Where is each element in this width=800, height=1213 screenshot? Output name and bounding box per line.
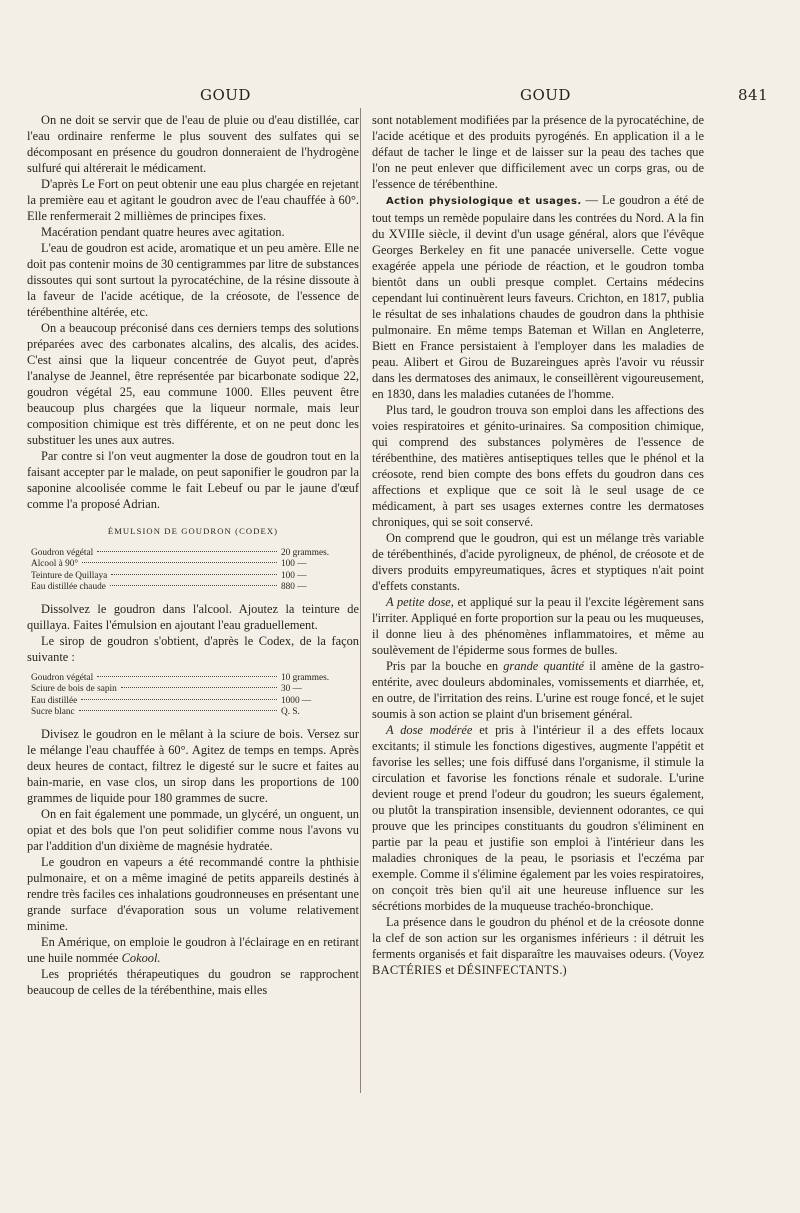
ingredient-name: Teinture de Quillaya (31, 570, 108, 581)
text-run: et (442, 963, 458, 977)
paragraph: On a beaucoup préconisé dans ces derniers temps des solutions préparées avec des carbonates alcalins, des alcalis, des acides. C'est ainsi que la liqueur concentrée de Guyot peut, d'après l'analyse de Jeannel, être représentée par bicarbonate sodique 22, goudron végétal 25, eau commune 1000. Elles peuvent être beaucoup plus chargées que la liqueur normale, mais leur composition chimique est très différente, et on ne peut donc les substituer les unes aux autres. (27, 321, 359, 447)
recipe-row (27, 582, 359, 593)
recipe-row (27, 571, 359, 582)
recipe-row (27, 559, 359, 570)
ingredient-qty: 1000 — (281, 695, 312, 706)
paragraph: Par contre si l'on veut augmenter la dose de goudron tout en la faisant accepter par le malade, on peut saponifier le goudron par la saponine alcoolisée comme le fait Lebeuf ou par le jaune d'œuf comme l'a proposé Adrian. (27, 449, 359, 511)
paragraph (27, 934, 359, 966)
ingredient-name: Goudron végétal (31, 548, 94, 558)
dot-leader (81, 699, 277, 700)
recipe-title: ÉMULSION DE GOUDRON (CODEX) (107, 526, 279, 536)
paragraph: Divisez le goudron en le mêlant à la sciure de bois. Versez sur le mélange l'eau chauffée à 60°. Agitez de temps en temps. Après deux heures de contact, filtrez le digesté sur le sucre et faites au bain-marie, en vase clos, un sirop dans les proportions de 100 grammes de liquide pour 180 grammes de sucre. (27, 727, 359, 806)
right-column (372, 112, 704, 978)
text-run: il amène de la gastro-entérite, avec douleurs abdominales, vomissements et diarrhée, et, en outre, de l'irritation des reins. L'urine est rouge foncé, et le sujet soumis à son action se plaint d'un brisement général. (372, 659, 705, 721)
text-run: En Amérique, on emploie le goudron à l'éclairage en en retirant une huile nommée (27, 935, 359, 966)
column-divider (360, 108, 361, 1093)
ingredient-name: Sucre blanc (31, 707, 75, 718)
ingredient-name: Eau distillée (31, 695, 78, 706)
page-number: 841 (738, 86, 769, 104)
paragraph: Dissolvez le goudron dans l'alcool. Ajoutez la teinture de quillaya. Faites l'émulsion en ajoutant l'eau graduellement. (27, 602, 359, 633)
paragraph: Macération pendant quatre heures avec agitation. (41, 225, 285, 239)
text-run: La présence dans le goudron du phénol et de la créosote donne la clef de son action sur les organismes inférieurs : il détruit les ferments organisés et fait disparaître les mauvaises odeurs. (Voyez (372, 915, 704, 961)
italic-term: Cokool. (121, 951, 161, 966)
recipe-row (27, 673, 359, 684)
cross-reference: DÉSINFECTANTS (457, 963, 560, 977)
paragraph (372, 192, 704, 402)
text-run: Pris par la bouche en (386, 659, 504, 673)
text-run: .) (559, 963, 567, 977)
ingredient-name: Goudron végétal (31, 673, 94, 684)
text-run: et pris à l'intérieur il a des effets locaux excitants; il stimule les fonctions digestives, augmente l'appétit et favorise les selles; une fois diffusé dans l'organisme, il stimule la circulation et favorise les fonctions rénale et sudorale. L'urine devient rouge et prend l'odeur du goudron; les sueurs également, ou plutôt la transpiration insensible, deviennent odorantes, ce qui prouve que les principes constituants du goudron s'éliminent en partie par la peau et justifie son emploi à l'intérieur dans les maladies chroniques de la peau, le psoriasis et l'eczéma par exemple. Comme il s'élimine également par les voies respiratoires, on conçoit très bien qu'il ait une heureuse influence sur les sécrétions morbides de la muqueuse trachéo-bronchique. (372, 723, 704, 913)
ingredient-name: Sciure de bois de sapin (31, 684, 117, 695)
paragraph: On ne doit se servir que de l'eau de pluie ou d'eau distillée, car l'eau ordinaire renferme le plus souvent des sulfates qui se décomposant en présence du goudron donneraient de l'hydrogène sulfuré qui altérerait le médicament. (27, 113, 359, 175)
paragraph: Le goudron en vapeurs a été recommandé contre la phthisie pulmonaire, et on a même imaginé de petits appareils destinés à rendre très faciles ces inhalations goudronneuses en présentant une grande surface d'évaporation sous un volume relativement minime. (27, 855, 359, 934)
recipe-row (27, 548, 359, 559)
ingredient-name: Alcool à 90° (31, 559, 79, 570)
recipe-row (27, 707, 359, 718)
paragraph: On en fait également une pommade, un glycéré, un onguent, un opiat et des bols que l'on peut solidifier comme nous l'avons vu par l'addition d'un dixième de magnésie hydratée. (27, 807, 359, 854)
italic-term: A dose modérée (386, 723, 473, 737)
ingredient-qty: 100 — (281, 559, 307, 570)
paragraph (372, 914, 704, 978)
recipe-row (27, 684, 359, 695)
recipe-syrup (27, 673, 359, 718)
left-column (27, 112, 359, 998)
italic-term: A petite dose, (386, 595, 454, 609)
running-head-right: GOUD (520, 86, 571, 104)
recipe-emulsion (27, 548, 359, 593)
paragraph: Les propriétés thérapeutiques du goudron se rapprochent beaucoup de celles de la térébenthine, mais elles (27, 967, 359, 998)
ingredient-qty: 30 — (281, 684, 302, 695)
paragraph (372, 594, 704, 658)
dot-leader (121, 687, 277, 688)
text-run: et appliqué sur la peau il l'excite légèrement sans l'irriter. Appliqué en forte proportion sur la peau ou les muqueuses, il donne lieu à des phénomènes inflammatoires, et même au soulèvement de l'épiderme sous formes de bulles. (372, 595, 704, 657)
section-heading: Action physiologique et usages. (386, 196, 582, 207)
italic-term: grande quantité (503, 659, 585, 673)
paragraph (372, 658, 704, 722)
paragraph: On comprend que le goudron, qui est un mélange très variable de térébenthinés, d'acide pyroligneux, de phénol, de créosote et de divers produits empyreumatiques, âcres et styptiques n'ait point d'effets constants. (372, 531, 704, 593)
ingredient-qty: 100 — (281, 570, 307, 581)
recipe-row (27, 696, 359, 707)
running-head-left: GOUD (200, 86, 251, 104)
ingredient-qty: 10 grammes. (281, 673, 330, 684)
dot-leader (82, 562, 277, 563)
paragraph: L'eau de goudron est acide, aromatique et un peu amère. Elle ne doit pas contenir moins de 30 centigrammes par litre de substances dissoutes qui sont surtout la pyrocatéchine, de la résine dissoute à la faveur de l'acide acétique, de la créosote, de l'essence de térébenthine altérée, etc. (27, 241, 359, 319)
cross-reference: BACTÉRIES (372, 963, 443, 977)
paragraph: D'après Le Fort on peut obtenir une eau plus chargée en rejetant la première eau et agitant le goudron avec de l'eau chauffée à 60°. Elle renfermerait 2 millièmes de principes fixes. (27, 177, 359, 223)
ingredient-qty: Q. S. (281, 707, 300, 718)
dot-leader (111, 574, 277, 575)
dot-leader (79, 710, 277, 711)
dot-leader (97, 676, 277, 677)
paragraph: sont notablement modifiées par la présence de la pyrocatéchine, de l'acide acétique et des produits pyrogénés. En application il a le défaut de tacher le linge et de laisser sur la peau des taches que l'on ne peut enlever que difficilement avec un corps gras, ou de l'essence de térébenthine. (372, 113, 704, 191)
dot-leader (110, 585, 277, 586)
ingredient-qty: 880 — (281, 581, 307, 592)
paragraph (372, 722, 704, 914)
paragraph: Plus tard, le goudron trouva son emploi dans les affections des voies respiratoires et génito-urinaires. Sa composition chimique, qui comprend des substances polymères de l'essence de térébenthine, des matières antiseptiques telles que le phénol et la créosote, rend bien compte des bons effets du goudron dans ces affections et explique que ce soit là le seul usage de ce médicament, à part ses usages externes contre les dermatoses chroniques, qui se soit conservé. (372, 403, 704, 529)
paragraph: Le sirop de goudron s'obtient, d'après le Codex, de la façon suivante : (27, 634, 359, 665)
text-run: — Le goudron a été de tout temps un remède populaire dans les contrées du Nord. A la fin du XVIIIe siècle, il devint d'un usage général, alors que l'évêque Georges Berkeley en fit une panacée universelle. Cette vogue exagérée appela une période de réaction, et le goudron tomba bientôt dans un oubli presque complet. Certains médecins cependant lui continuèrent leurs faveurs. Crichton, en 1817, publia le résultat de ses inhalations chaudes de goudron dans la phthisie pulmonaire. En même temps Bateman et Willan en Angleterre, Biett en France persistaient à l'employer dans les maladies de peau. Alibert et Girou de Buzareingues après l'avoir vu réussir dans les dermatoses des animaux, le conseillèrent vigoureusement, en 1830, dans les maladies cutanées de l'homme. (372, 193, 704, 401)
ingredient-qty: 20 grammes. (281, 548, 330, 558)
ingredient-name: Eau distillée chaude (31, 581, 106, 592)
dot-leader (97, 551, 277, 552)
